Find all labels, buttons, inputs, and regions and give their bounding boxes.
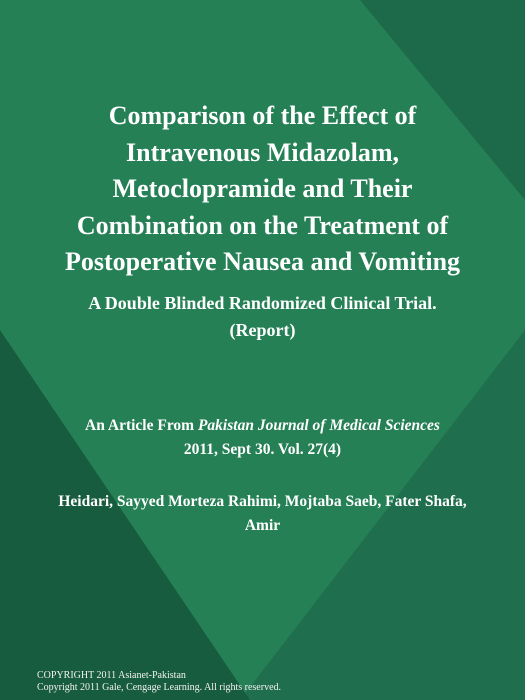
source-prefix: An Article From bbox=[85, 417, 198, 434]
copyright-notice bbox=[37, 670, 281, 694]
title-line: Intravenous Midazolam, bbox=[126, 137, 399, 167]
authors-line: Amir bbox=[244, 517, 281, 534]
journal-name: Pakistan Journal of Medical Sciences bbox=[197, 417, 440, 434]
title-line: Postoperative Nausea and Vomiting bbox=[64, 247, 461, 276]
cover-title bbox=[20, 98, 505, 281]
title-line: Metoclopramide and Their bbox=[112, 174, 413, 203]
article-source bbox=[20, 414, 505, 462]
authors-line: Heidari, Sayyed Morteza Rahimi, Mojtaba Saeb, Fater Shafa, bbox=[58, 493, 467, 510]
copyright-line: Copyright 2011 Gale, Cengage Learning. All rights reserved. bbox=[37, 682, 282, 693]
cover-subtitle bbox=[20, 290, 505, 344]
subtitle-line: A Double Blinded Randomized Clinical Trial. bbox=[88, 293, 437, 313]
subtitle-line: (Report) bbox=[229, 320, 296, 340]
title-line: Comparison of the Effect of bbox=[108, 101, 417, 130]
authors bbox=[40, 490, 485, 538]
publication-date: 2011, Sept 30. Vol. 27(4) bbox=[183, 441, 342, 458]
title-line: Combination on the Treatment of bbox=[76, 210, 449, 240]
copyright-line: COPYRIGHT 2011 Asianet-Pakistan bbox=[37, 670, 186, 681]
